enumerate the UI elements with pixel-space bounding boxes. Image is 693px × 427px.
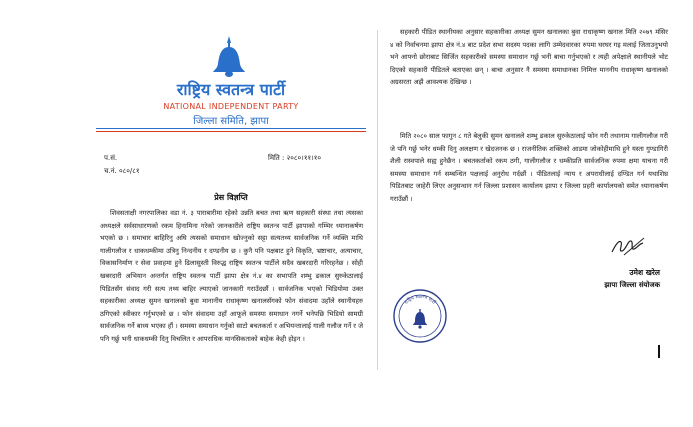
- right-body-paragraph-1: सहकारी पीडित स्थानीयका अनुसार सहकारीका अध्यक्ष सुमन खनालका बुवा राधाकृष्ण खनाल मिति २०७९ मंसिर ४ को निर्वाचनमा झापा क्षेत्र नं.४ बाट प्रदेश सभा सदस्य पदका लागि उम्मेदवारका रुपमा घरघर गइ मलाई जिताउनुभयो भने आफ्नो छोराबाट सिर्जित सहकारीको समस्या समाधान गर्छु भनी बाचा गर्नुभएको र त्यही अपेक्षाले स्थानीयले भोट दिएको सहकारी पीडितले बताएका छन् । बाचा अनुसार नै समस्या समाधानका निमित्त माननीय राधाकृष्ण खनालको अग्रसरता अझै आवश्यक देखिन्छ ।: [390, 28, 668, 87]
- dispatch-number: च.नं. ०८०/८१: [104, 167, 140, 175]
- header-rule-blue: [96, 128, 366, 129]
- svg-text:राष्ट्रिय स्वतन्त्र पार्टी: राष्ट्रिय स्वतन्त्र पार्टी: [404, 294, 436, 306]
- party-stamp-icon: [392, 288, 448, 344]
- letter-page-right: [384, 26, 674, 401]
- signatory-title: झापा जिल्ला संयोजक: [604, 281, 660, 289]
- party-name-english: NATIONAL INDEPENDENT PARTY: [163, 102, 299, 111]
- signatory-name: उमेश खरेल: [629, 268, 660, 277]
- page-divider: [377, 30, 378, 370]
- party-name-nepali: राष्ट्रिय स्वतन्त्र पार्टी: [176, 80, 286, 99]
- right-body-paragraph-2: मिति २०८० साल फागुन ८ गते बेलुकी सुमन खनालले शम्भु ढकाल सुरुकेठालाई फोन गरी तथानाम गालीगलौज गरी जे पनि गर्छु भनेर धम्की दिनु अलक्षण र खेदजनक छ । राजनीतिक शक्तिको आडमा जोकोहीमाथि हुने यस्ता गुण्डागिरी शैली रास्वपाले सह्य हुनेछैन । बचतकर्ताको रकम ठगी, गालीगलौज र धम्कीप्रति सार्वजनिक रुपमा क्षमा याचना गरी समस्या समाधान गर्न सम्बन्धित पक्षलाई अनुरोध गर्दछौं । पीडितलाई न्याय र अपराधीलाई दण्डित गर्न यथाशिघ्र पिडितबाट जाहेरी लिएर अनुसन्धान गर्न जिल्ला प्रशासन कार्यालय झापा र जिल्ला प्रहरी कार्यालयको समेत ध्यानाकर्षण गराउँछौं ।: [390, 132, 668, 203]
- letter-page-left: [92, 26, 370, 401]
- bell-icon: [210, 34, 248, 80]
- committee-name: जिल्ला समिति, झापा: [193, 116, 269, 127]
- reference-number: प.सं.: [104, 154, 118, 162]
- header-rule-red: [96, 131, 366, 132]
- notice-title: प्रेस विज्ञप्ति: [214, 193, 248, 202]
- left-body-paragraph: शिवसताक्षी नगरपालिका वडा नं. ३ पाराबारीमा रहेको उन्नति बचत तथा ऋण सहकारी संस्था तथा त्यसका अध्यक्षले सर्वसाधारणको रकम हिनामिना गरेको जानकारीले राष्ट्रिय स्वतन्त्र पार्टी झापाको गम्भिर ध्यानाकर्षण भएको छ । समाचार बाहिरिनु अघि त्यसको समाधान खोज्नुको सट्टा सत्यतथ्य सार्वजनिक गर्ने व्यक्ति माथि गालीगलौज र धाकधम्कीमा उत्रिनु निन्दनीय र दण्डनीय छ । कुनै पनि पक्षबाट हुने विकृति, भ्रष्टाचार, अत्याचार, विकासनिर्माण र सेवा प्रवाहमा हुने ढिलासुस्ती विरुद्ध राष्ट्रिय स्वतन्त्र पार्टीले सदैव खबरदारी गरिरहनेछ । सोही खबरदारी अभियान अन्तर्गत राष्ट्रिय स्वतन्त्र पार्टी झापा क्षेत्र नं.४ का सभापति शम्भु ढकाल सुरुकेठालाई पिडितसँग संवाद गरी सत्य तथ्य बाहिर ल्याएको जानकारी गराउँदछौं । सार्वजनिक भएको भिडियोमा उक्त सहकारीका अध्यक्ष सुमन खनालको बुवा मानानीय राधाकृष्ण खनालसँगको फोन संवादमा उहाँले स्थानीयहरु ठगिएको स्वीकार गर्नुभएको छ । फोन संवादमा उहाँ आफूले समस्या समाधान नगर्ने भनेपछि भिडियो सामग्री सार्वजनिक गर्ने बाध्य भएका हौं । समस्या समाधान गर्नुको साटो बचतकर्ता र अभियन्तालाई गाली गलौज गर्ने र जे पनि गर्छु भनी धाकधम्की दिनु विचलित र आपराधिक मानसिकताको बाहेक केही होइन ।: [100, 209, 363, 343]
- letter-date: मिति : २०८०।११।१०: [268, 154, 322, 162]
- signature-icon: [608, 234, 648, 260]
- text-cursor: [658, 345, 660, 358]
